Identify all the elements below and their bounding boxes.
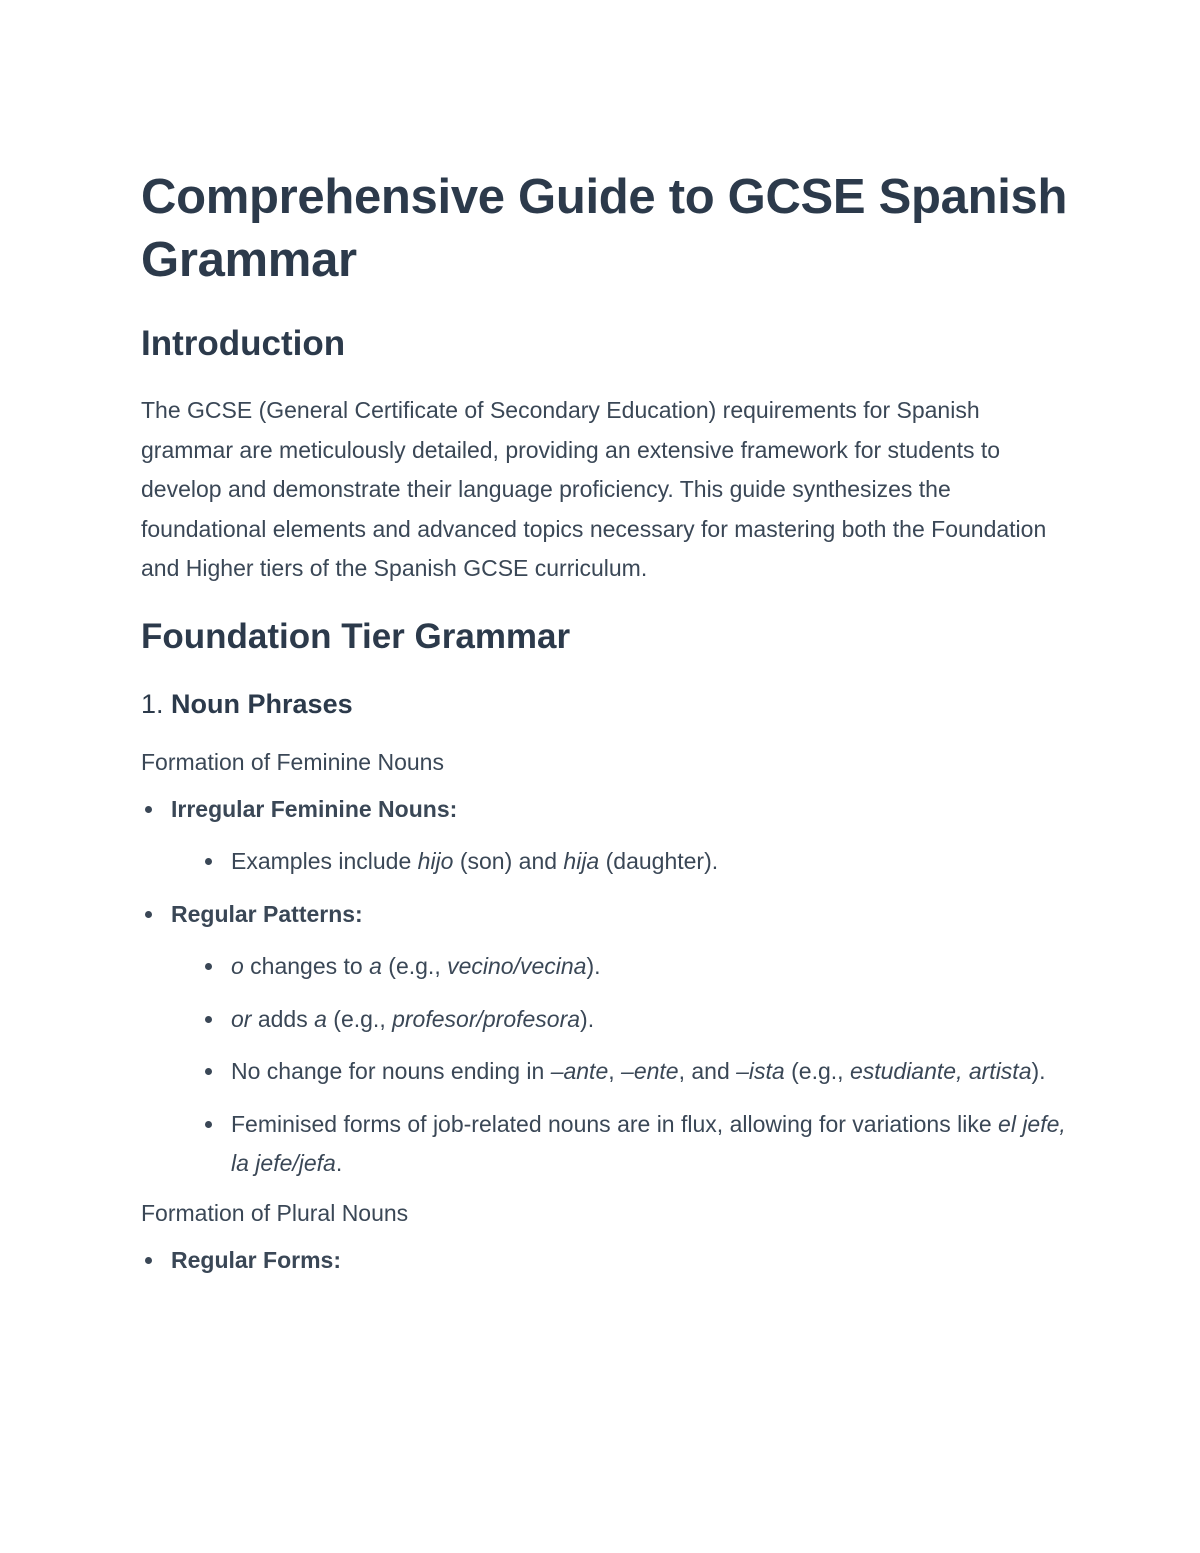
bullet-icon: [205, 858, 212, 865]
text: , and: [678, 1058, 737, 1084]
term: hija: [563, 848, 600, 874]
irregular-label: Irregular Feminine Nouns:: [171, 795, 458, 822]
bullet-icon: [205, 1016, 212, 1023]
document-content: [141, 166, 1071, 1280]
list-item-pattern-job-nouns: [201, 1105, 1071, 1184]
text: (e.g.,: [326, 1005, 393, 1032]
section-title: Noun Phrases: [171, 688, 353, 719]
regular-patterns-label: Regular Patterns:: [171, 900, 363, 927]
feminine-nouns-list: [141, 790, 1071, 1184]
irregular-sublist: [201, 842, 1071, 882]
list-item-irregular-example: [201, 842, 1071, 882]
term: a: [369, 953, 382, 979]
term: a: [314, 1005, 327, 1032]
feminine-nouns-heading: Formation of Feminine Nouns: [141, 748, 444, 775]
bullet-icon: [205, 1068, 212, 1075]
document-title: Comprehensive Guide to GCSE Spanish Grammar: [141, 170, 1068, 287]
introduction-heading: Introduction: [141, 324, 346, 363]
term: estudiante, artista: [849, 1058, 1032, 1084]
term: vecino/vecina: [447, 953, 587, 979]
list-item-pattern-no-change: [201, 1052, 1071, 1092]
list-item-pattern-or-adds-a: [201, 1000, 1071, 1040]
list-item-irregular: [141, 790, 1071, 882]
term: –ista: [736, 1058, 785, 1084]
text: .: [335, 1150, 343, 1176]
term: profesor/profesora: [392, 1005, 581, 1032]
list-item-regular-patterns: [141, 895, 1071, 1184]
text: No change for nouns ending in: [231, 1058, 551, 1084]
noun-phrases-heading: [141, 688, 1071, 720]
foundation-tier-heading: Foundation Tier Grammar: [141, 616, 571, 656]
bullet-icon: [205, 963, 212, 970]
text: adds: [251, 1005, 315, 1032]
list-item-regular-forms: [141, 1241, 1071, 1281]
regular-forms-label: Regular Forms:: [171, 1246, 341, 1273]
term: –ante: [550, 1058, 609, 1084]
text: (daughter).: [599, 848, 719, 874]
text: ,: [608, 1058, 622, 1084]
term: o: [231, 953, 244, 979]
section-number: 1.: [141, 688, 164, 719]
text: Examples include: [231, 848, 418, 874]
bullet-icon: [205, 1121, 212, 1128]
text: (e.g.,: [784, 1058, 850, 1084]
term: –ente: [621, 1058, 679, 1084]
plural-nouns-list: [141, 1241, 1071, 1281]
text: ).: [580, 1005, 595, 1032]
text: ).: [586, 953, 601, 979]
bullet-icon: [145, 911, 152, 918]
text: changes to: [243, 953, 370, 979]
bullet-icon: [145, 1257, 152, 1264]
bullet-icon: [145, 806, 152, 813]
term: or: [231, 1005, 252, 1032]
term: hijo: [417, 848, 454, 874]
list-item-pattern-o-a: [201, 947, 1071, 987]
text: (e.g.,: [381, 953, 448, 979]
text: (son) and: [453, 848, 564, 874]
plural-nouns-heading: Formation of Plural Nouns: [141, 1199, 409, 1226]
regular-patterns-sublist: [201, 947, 1071, 1184]
text: Feminised forms of job-related nouns are in flux, allowing for variations like: [231, 1110, 999, 1137]
text: ).: [1031, 1058, 1046, 1084]
term: el jefe, la jefe/jefa: [231, 1110, 1066, 1176]
introduction-paragraph: The GCSE (General Certificate of Secondary Education) requirements for Spanish grammar are meticulously detailed, providing an extensive framework for students to develop and demonstrate their language proficiency. This guide synthesizes the foundational elements and advanced topics necessary for mastering both the Foundation and Higher tiers of the Spanish GCSE curriculum.: [141, 397, 1047, 581]
